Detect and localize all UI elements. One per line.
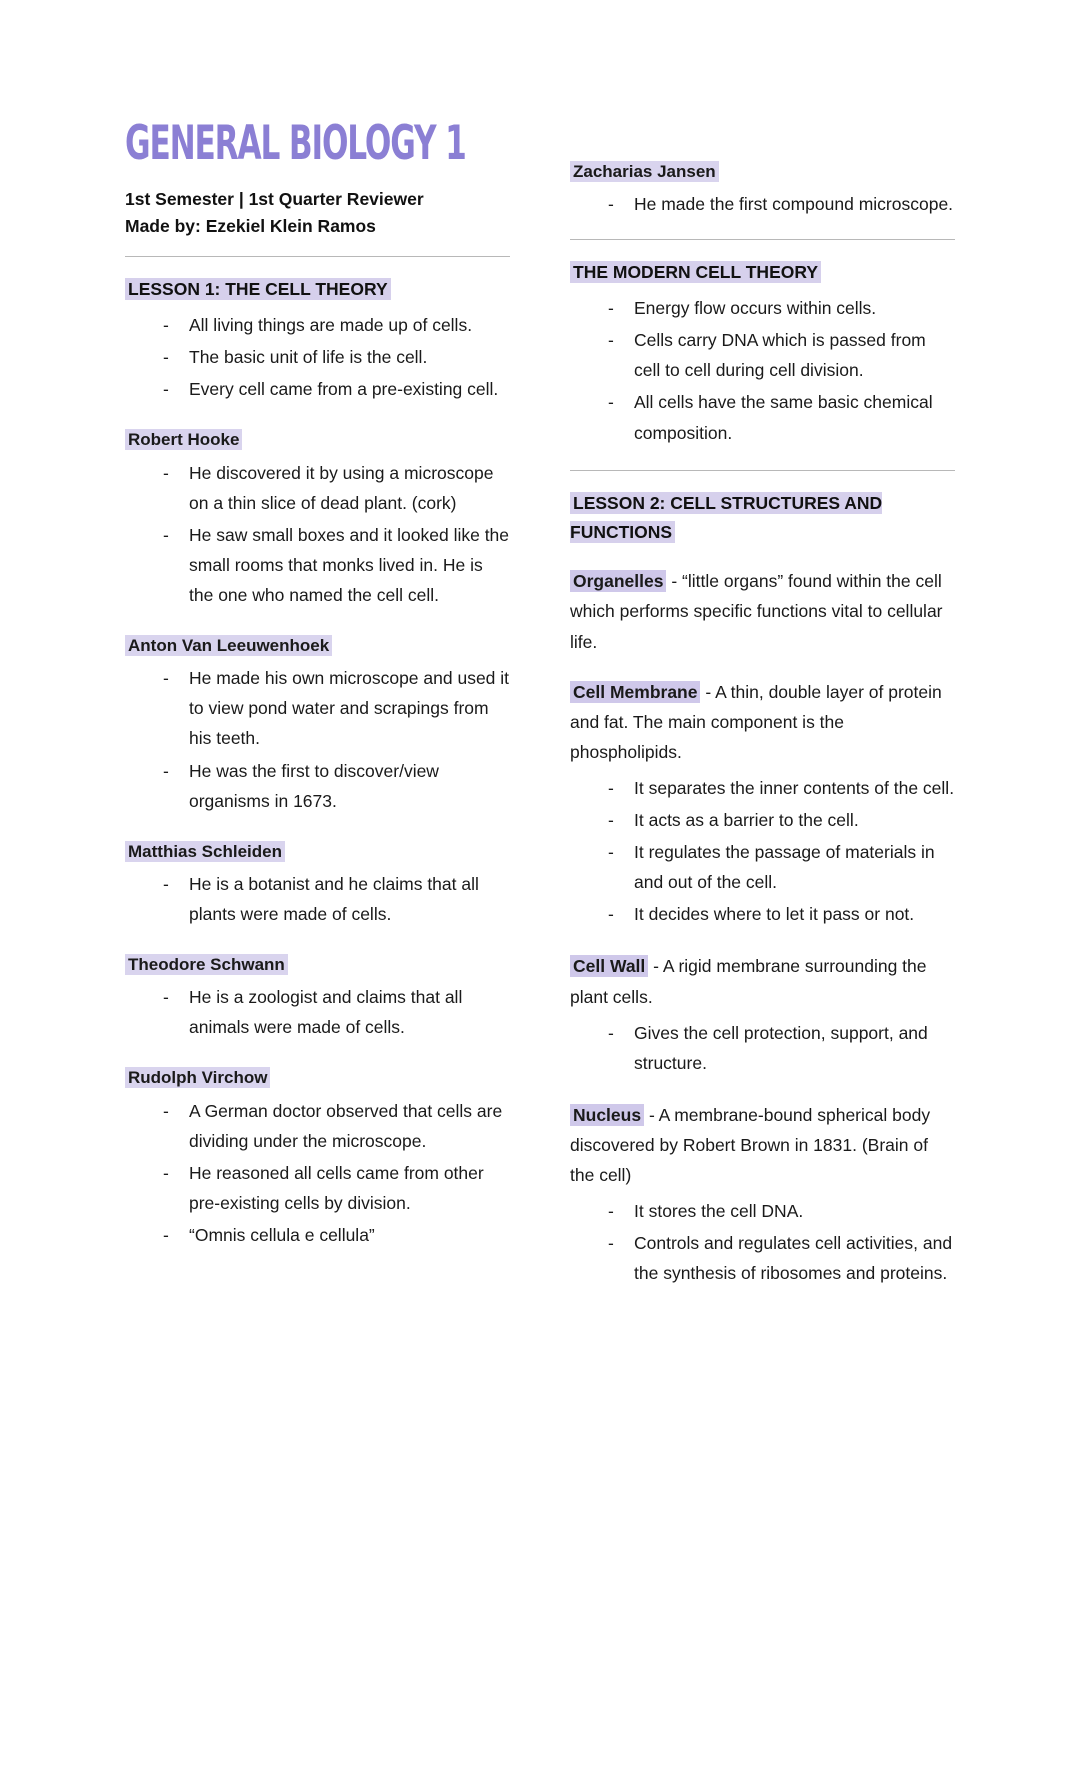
term-definition: - A rigid membrane surrounding the plant cells.: [570, 956, 927, 1007]
rudolph-virchow-points: [125, 1096, 510, 1250]
divider: [570, 470, 955, 471]
person-theodore-schwann: [125, 951, 510, 978]
modern-cell-theory-heading: [570, 258, 955, 287]
person-matthias-schleiden: [125, 838, 510, 865]
lesson-2-heading-text: LESSON 2: CELL STRUCTURES AND FUNCTIONS: [570, 492, 883, 542]
list-item: - “Omnis cellula e cellula”: [159, 1220, 510, 1250]
list-item: - Energy flow occurs within cells.: [604, 293, 955, 323]
cell-wall-points: [570, 1018, 955, 1078]
list-item: - All living things are made up of cells.: [159, 310, 510, 340]
person-anton-van-leeuwenhoek: [125, 632, 510, 659]
list-item: - He made his own microscope and used it to view pond water and scrapings from his teeth.: [159, 663, 510, 753]
list-item: - He is a zoologist and claims that all animals were made of cells.: [159, 982, 510, 1042]
person-robert-hooke: [125, 426, 510, 453]
list-item: - He discovered it by using a microscope on a thin slice of dead plant. (cork): [159, 458, 510, 518]
list-item: - Cells carry DNA which is passed from cell to cell during cell division.: [604, 325, 955, 385]
person-name: Zacharias Jansen: [570, 161, 719, 182]
term-definition: - A thin, double layer of protein and fat. The main component is the phospholipids.: [570, 681, 942, 762]
cell-membrane-definition: [570, 677, 955, 767]
zacharias-jansen-points: [570, 189, 955, 219]
list-item: - He is a botanist and he claims that all plants were made of cells.: [159, 869, 510, 929]
list-item: - A German doctor observed that cells are dividing under the microscope.: [159, 1096, 510, 1156]
divider: [570, 239, 955, 240]
term-definition: - A membrane-bound spherical body discovered by Robert Brown in 1831. (Brain of the cell): [570, 1104, 931, 1185]
nucleus-definition: [570, 1100, 955, 1190]
lesson-1-heading-text: LESSON 1: THE CELL THEORY: [125, 278, 391, 300]
spacer: [570, 552, 955, 566]
divider: [125, 256, 510, 257]
document-subtitle-semester: 1st Semester | 1st Quarter Reviewer: [125, 189, 424, 209]
term-label: Cell Membrane: [570, 681, 700, 703]
modern-cell-theory-heading-text: THE MODERN CELL THEORY: [570, 261, 821, 283]
term-definition: - “little organs” found within the cell which performs specific functions vital to cellular life.: [570, 571, 943, 652]
list-item: - He saw small boxes and it looked like the small rooms that monks lived in. He is the one who named the cell cell.: [159, 520, 510, 610]
term-label: Cell Wall: [570, 955, 648, 977]
robert-hooke-points: [125, 458, 510, 610]
nucleus-points: [570, 1196, 955, 1288]
page-title: GENERAL BIOLOGY 1: [125, 116, 466, 171]
document-subtitle-author: Made by: Ezekiel Klein Ramos: [125, 216, 376, 237]
person-zacharias-jansen: [570, 158, 955, 185]
theodore-schwann-points: [125, 982, 510, 1042]
list-item: - Gives the cell protection, support, and structure.: [604, 1018, 955, 1078]
person-rudolph-virchow: [125, 1064, 510, 1091]
term-label: Nucleus: [570, 1104, 644, 1126]
list-item: - All cells have the same basic chemical composition.: [604, 387, 955, 447]
list-item: - The basic unit of life is the cell.: [159, 342, 510, 372]
left-column: [125, 116, 510, 1310]
list-item: - He made the first compound microscope.: [604, 189, 955, 219]
person-name: Theodore Schwann: [125, 954, 288, 975]
lesson-1-points: [125, 310, 510, 404]
cell-wall-definition: [570, 951, 955, 1011]
modern-cell-theory-points: [570, 293, 955, 447]
list-item: - It regulates the passage of materials in and out of the cell.: [604, 837, 955, 897]
list-item: - It stores the cell DNA.: [604, 1196, 955, 1226]
list-item: - It decides where to let it pass or not.: [604, 899, 955, 929]
person-name: Anton Van Leeuwenhoek: [125, 635, 332, 656]
person-name: Matthias Schleiden: [125, 841, 285, 862]
cell-membrane-points: [570, 773, 955, 929]
list-item: - Controls and regulates cell activities, and the synthesis of ribosomes and proteins.: [604, 1228, 955, 1288]
organelles-definition: [570, 566, 955, 656]
two-column-layout: [125, 116, 955, 1310]
lesson-1-heading: [125, 275, 510, 304]
matthias-schleiden-points: [125, 869, 510, 929]
anton-van-leeuwenhoek-points: [125, 663, 510, 815]
person-name: Robert Hooke: [125, 429, 242, 450]
list-item: - He was the first to discover/view organisms in 1673.: [159, 756, 510, 816]
list-item: - He reasoned all cells came from other pre-existing cells by division.: [159, 1158, 510, 1218]
term-label: Organelles: [570, 570, 666, 592]
lesson-2-heading: [570, 489, 955, 547]
right-column: [570, 120, 955, 1310]
list-item: - Every cell came from a pre-existing cell.: [159, 374, 510, 404]
person-name: Rudolph Virchow: [125, 1067, 270, 1088]
list-item: - It separates the inner contents of the cell.: [604, 773, 955, 803]
list-item: - It acts as a barrier to the cell.: [604, 805, 955, 835]
